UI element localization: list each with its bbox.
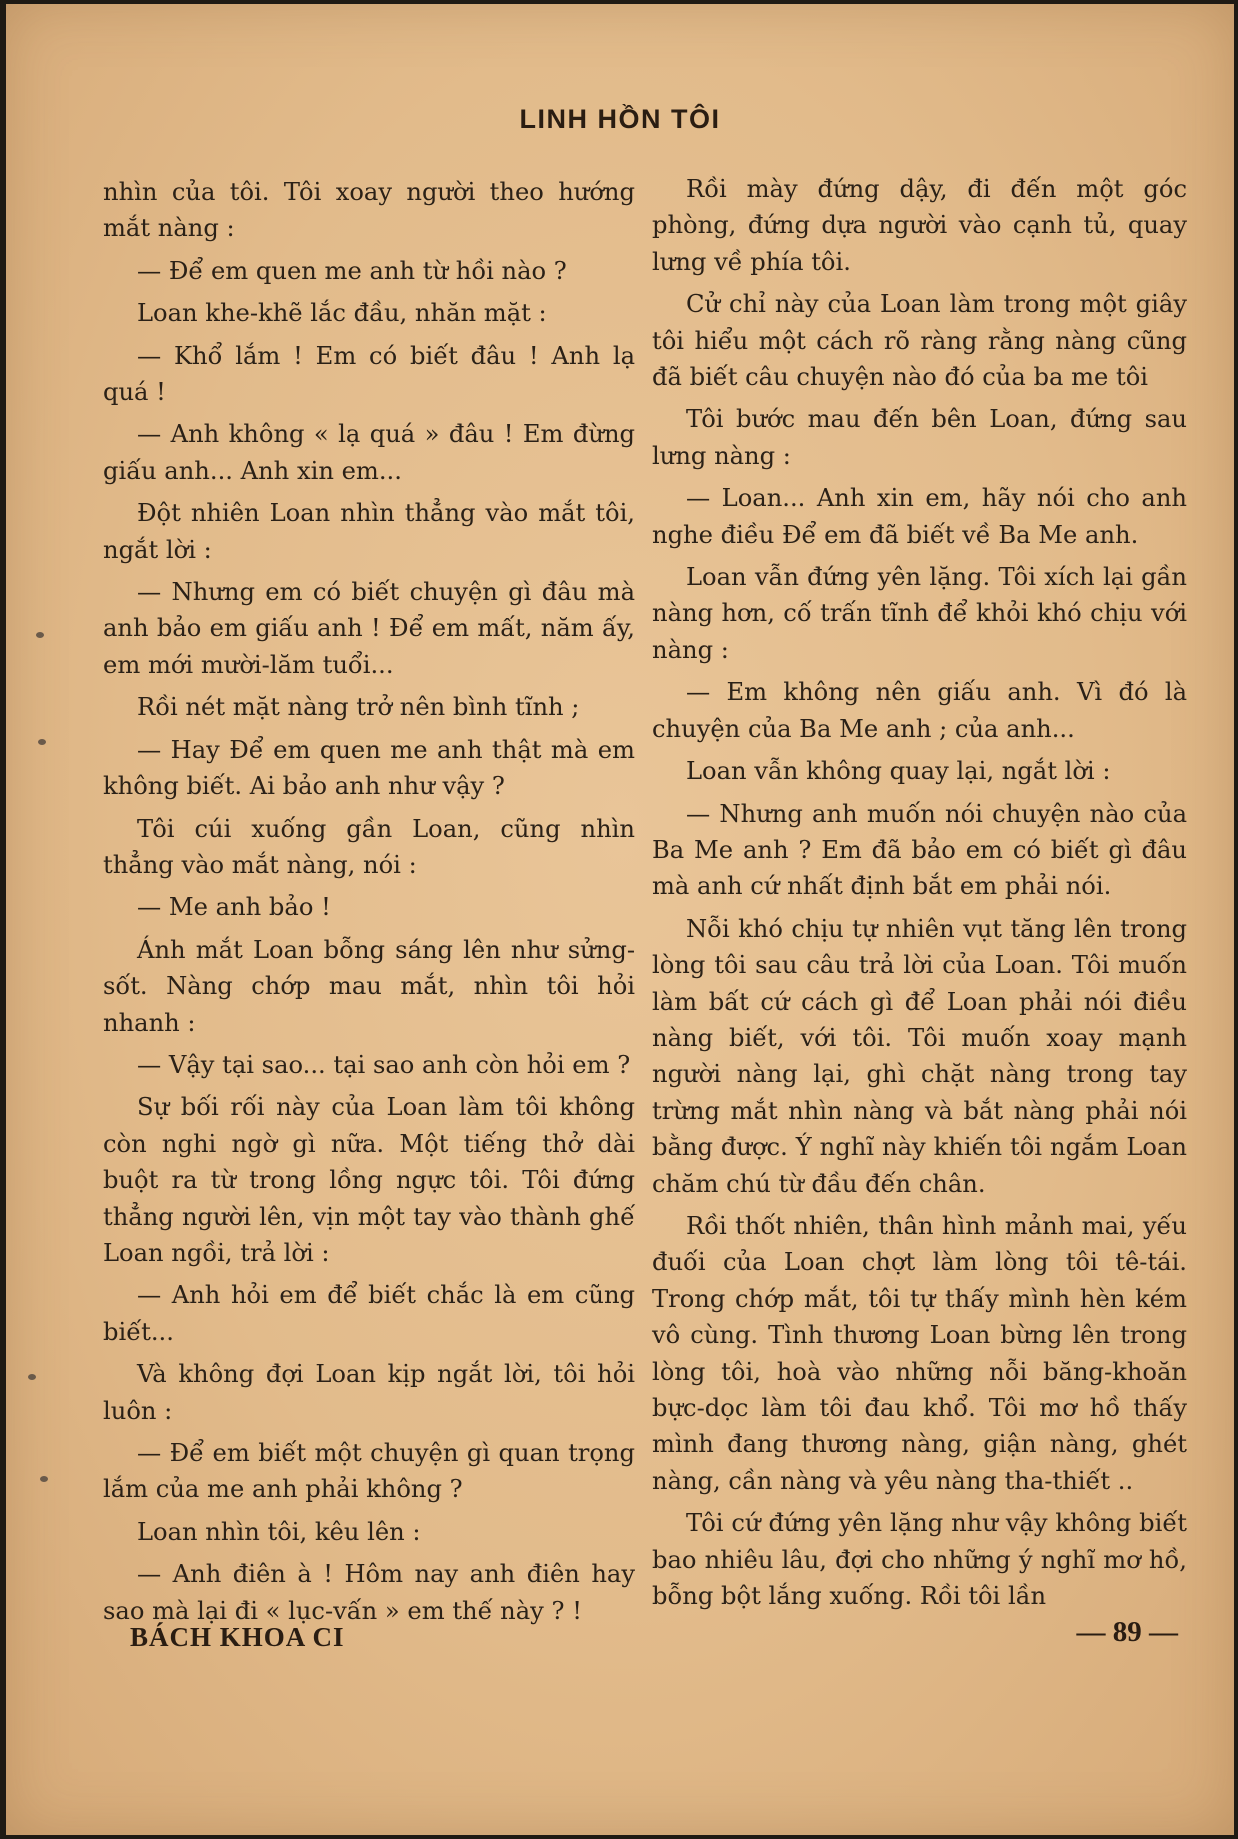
paragraph: — Để em quen me anh từ hồi nào ? <box>137 256 567 285</box>
page-number: — 89 — <box>1076 1616 1178 1648</box>
paragraph: nhìn của tôi. Tôi xoay người theo hướng mắt nàng : <box>103 178 635 243</box>
page-header-title: LINH HỒN TÔI <box>519 104 721 134</box>
paragraph: — Anh không « lạ quá » đâu ! Em đừng giấu anh... Anh xin em... <box>103 420 635 485</box>
paragraph: — Em không nên giấu anh. Vì đó là chuyện của Ba Me anh ; của anh... <box>652 678 1187 743</box>
right-text-column <box>652 171 1187 1620</box>
paragraph: Loan nhìn tôi, kêu lên : <box>137 1517 421 1546</box>
paragraph: Đột nhiên Loan nhìn thẳng vào mắt tôi, ngắt lời : <box>103 499 635 564</box>
paragraph: Và không đợi Loan kịp ngắt lời, tôi hỏi luôn : <box>103 1360 635 1425</box>
paragraph: — Me anh bảo ! <box>137 893 331 922</box>
paragraph: Tôi cúi xuống gần Loan, cũng nhìn thẳng vào mắt nàng, nói : <box>103 814 635 879</box>
paragraph: Tôi bước mau đến bên Loan, đứng sau lưng nàng : <box>652 405 1187 470</box>
ink-blot <box>36 632 44 638</box>
paragraph: Nỗi khó chịu tự nhiên vụt tăng lên trong lòng tôi sau câu trả lời của Loan. Tôi muốn làm bất cứ cách gì để Loan phải nói điều nàng biết, với tôi. Tôi muốn xoay mạnh người nàng lại, ghì chặt nàng trong tay trừng mắt nhìn nàng và bắt nàng phải nói bằng được. Ý nghĩ này khiến tôi ngắm Loan chăm chú từ đầu đến chân. <box>652 914 1187 1198</box>
paragraph: — Để em biết một chuyện gì quan trọng lắm của me anh phải không ? <box>103 1439 635 1504</box>
paragraph: — Loan... Anh xin em, hãy nói cho anh nghe điều Để em đã biết về Ba Me anh. <box>652 484 1187 549</box>
paragraph: Sự bối rối này của Loan làm tôi không còn nghi ngờ gì nữa. Một tiếng thở dài buột ra từ trong lồng ngực tôi. Tôi đứng thẳng người lên, vịn một tay vào thành ghế Loan ngồi, trả lời : <box>103 1093 635 1267</box>
paragraph: — Anh hỏi em để biết chắc là em cũng biết... <box>103 1281 635 1346</box>
ink-blot <box>38 739 46 745</box>
paragraph: Loan vẫn không quay lại, ngắt lời : <box>686 757 1111 786</box>
ink-blot <box>28 1374 36 1380</box>
paragraph: — Vậy tại sao... tại sao anh còn hỏi em ? <box>137 1050 631 1079</box>
magazine-name: BÁCH KHOA CI <box>130 1622 345 1652</box>
paragraph: — Nhưng em có biết chuyện gì đâu mà anh bảo em giấu anh ! Để em mất, năm ấy, em mới mười-lăm tuổi... <box>103 578 635 679</box>
paragraph: Cử chỉ này của Loan làm trong một giây tôi hiểu một cách rõ ràng rằng nàng cũng đã biết câu chuyện nào đó của ba me tôi <box>652 290 1187 392</box>
paragraph: Rồi mày đứng dậy, đi đến một góc phòng, đứng dựa người vào cạnh tủ, quay lưng về phía tôi. <box>652 175 1187 276</box>
paragraph: Loan vẫn đứng yên lặng. Tôi xích lại gần nàng hơn, cố trấn tĩnh để khỏi khó chịu với nàng : <box>652 563 1187 664</box>
paragraph: — Nhưng anh muốn nói chuyện nào của Ba Me anh ? Em đã bảo em có biết gì đâu mà anh cứ nhất định bắt em phải nói. <box>652 799 1187 901</box>
paragraph: — Hay Để em quen me anh thật mà em không biết. Ai bảo anh như vậy ? <box>103 735 635 801</box>
scanned-page <box>6 4 1234 1835</box>
paragraph: Rồi thốt nhiên, thân hình mảnh mai, yếu đuối của Loan chợt làm lòng tôi tê-tái. Trong chớp mắt, tôi tự thấy mình hèn kém vô cùng. Tình thương Loan bừng lên trong lòng tôi, hoà vào những nỗi băng-khoăn bực-dọc làm tôi đau khổ. Tôi mơ hồ thấy mình đang thương nàng, giận nàng, ghét nàng, cần nàng và yêu nàng tha-thiết .. <box>652 1211 1187 1495</box>
paragraph: — Khổ lắm ! Em có biết đâu ! Anh lạ quá ! <box>103 341 635 407</box>
paragraph: Loan khe-khẽ lắc đầu, nhăn mặt : <box>137 299 547 328</box>
left-text-column <box>103 174 635 1635</box>
paragraph: Tôi cứ đứng yên lặng như vậy không biết bao nhiêu lâu, đợi cho những ý nghĩ mơ hồ, bỗng bột lắng xuống. Rồi tôi lần <box>652 1509 1187 1611</box>
paragraph: — Anh điên à ! Hôm nay anh điên hay sao mà lại đi « lục-vấn » em thế này ? ! <box>103 1560 635 1625</box>
ink-blot <box>40 1476 48 1482</box>
paragraph: Rồi nét mặt nàng trở nên bình tĩnh ; <box>137 693 580 722</box>
paragraph: Ánh mắt Loan bỗng sáng lên như sửng-sốt. Nàng chớp mau mắt, nhìn tôi hỏi nhanh : <box>103 935 635 1037</box>
